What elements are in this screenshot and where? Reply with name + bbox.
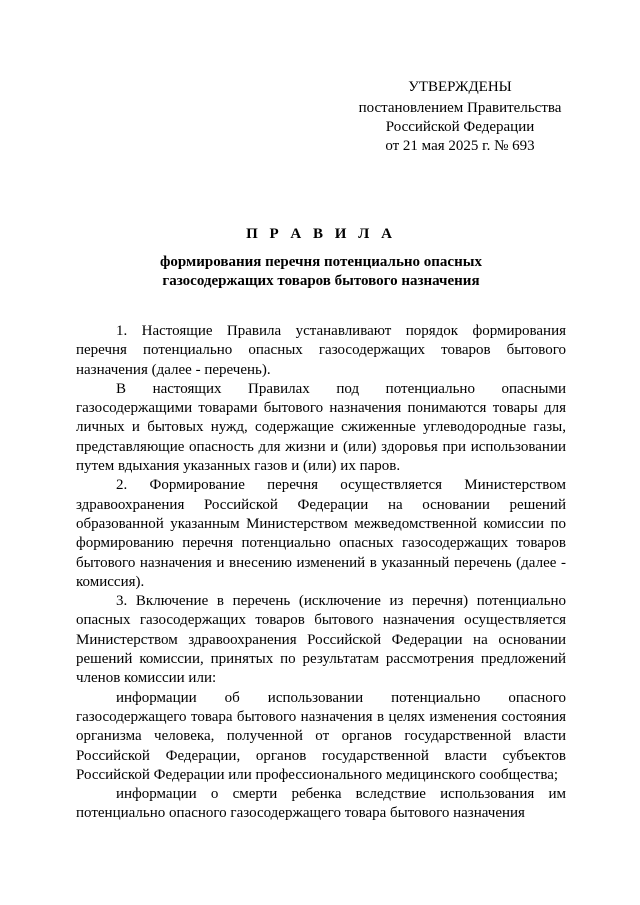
approval-heading: УТВЕРЖДЕНЫ <box>408 79 512 95</box>
paragraph-6: информации о смерти ребенка вследствие использования им потенциально опасного газосодержащего товара бытового назначения <box>76 786 566 822</box>
paragraph-5: информации об использовании потенциально опасного газосодержащего товара бытового назначения в целях изменения состояния организма человека, полученной от органов государственной власти Российской Федерации, органов государственной власти субъектов Российской Федерации или профессионального медицинского сообщества; <box>76 689 566 783</box>
approval-stamp <box>340 78 580 156</box>
document-body <box>76 322 566 824</box>
approval-line-2: Российской Федерации <box>385 119 535 135</box>
approval-line-1: постановлением Правительства <box>358 100 562 116</box>
paragraph-4: 3. Включение в перечень (исключение из перечня) потенциально опасных газосодержащих товаров бытового назначения осуществляется Министерством здравоохранения Российской Федерации на основании решений комиссии, принятых по результатам рассмотрения предложений членов комиссии или: <box>76 593 566 687</box>
approval-line-3: от 21 мая 2025 г. № 693 <box>385 138 535 154</box>
subtitle-line-2: газосодержащих товаров бытового назначения <box>162 273 480 289</box>
document-subtitle <box>76 253 566 291</box>
paragraph-3: 2. Формирование перечня осуществляется Министерством здравоохранения Российской Федерации на основании решений образованной указанным Министерством межведомственной комиссии по формированию перечня потенциально опасных газосодержащих товаров бытового назначения и внесению изменений в указанный перечень (далее - комиссия). <box>76 477 566 590</box>
subtitle-line-1: формирования перечня потенциально опасных <box>160 254 482 270</box>
paragraph-2: В настоящих Правилах под потенциально опасными газосодержащими товарами бытового назначения понимаются товары для личных и бытовых нужд, содержащие сжиженные углеводородные газы, представляющие опасность для жизни и (или) здоровья при использовании путем вдыхания указанных газов и (или) их паров. <box>76 380 566 475</box>
paragraph-1: 1. Настоящие Правила устанавливают порядок формирования перечня потенциально опасных газосодержащих товаров бытового назначения (далее - перечень). <box>76 323 566 378</box>
document-title: П Р А В И Л А <box>246 226 396 242</box>
